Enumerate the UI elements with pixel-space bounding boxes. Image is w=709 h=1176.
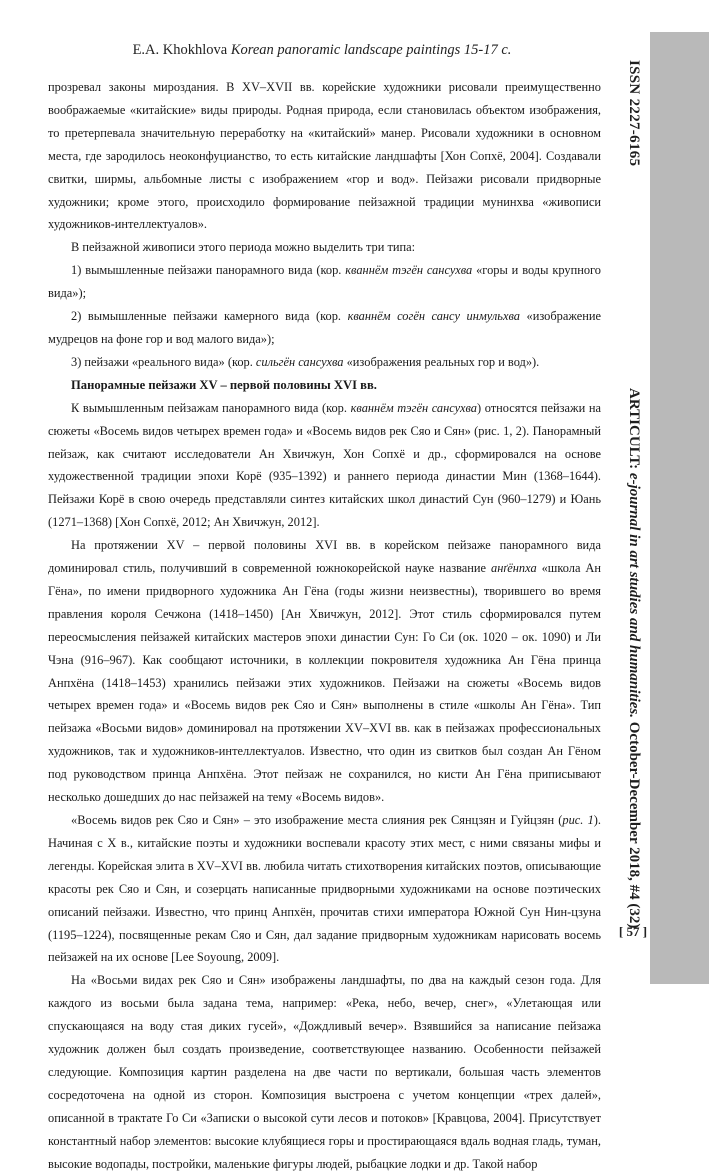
paragraph-2: В пейзажной живописи этого периода можно выделить три типа:: [71, 240, 416, 255]
page-number: [ 57 ]: [618, 924, 648, 939]
section-heading: Панорамные пейзажи XV – первой половины XVI вв.: [71, 377, 377, 392]
list-item-1: 1) вымышленные пейзажи панорамного вида (кор. кваннём тэгён сансухва «горы и воды крупного вида»);: [48, 263, 601, 301]
journal-citation: [625, 388, 642, 928]
running-header: [48, 42, 596, 59]
paragraph-6: К вымышленным пейзажам панорамного вида (кор. кваннём тэгён сансухва) относятся пейзажи на сюжеты «Восемь видов четырех времен года» и «Восемь видов рек Сяо и Сян» (рис. 1, 2). Панорамный пейзаж, как считают исследователи Ан Хвичжун, Хон Сопхё и др., сформировался на основе художественной традиции эпохи Корё (935–1392) и раннего периода династии Мин (1368–1644). Пейзажи Корё в свою очередь представляли синтез китайских школ династий Сун (960–1279) и Юань (1271–1368) [Хон Сопхё, 2012; Ан Хвичжун, 2012].: [48, 400, 601, 530]
article-body: [48, 76, 601, 1176]
paragraph-1: прозревал законы мироздания. В XV–XVII вв. корейские художники рисовали преимущественно воображаемые «китайские» виды природы. Родная природа, если становилась объектом изображения, то претерпевала значительную переработку на «китайский» манер. Рисовали художники в основном места, где зародилось неоконфуцианство, то есть китайские ландшафты [Хон Сопхё, 2004]. Создавали свитки, ширмы, альбомные листы с изображением «гор и вод». Пейзажи рисовали придворные художники; кроме этого, происходило формирование пейзажной традиции мунинхва «живописи художников-интеллектуалов».: [48, 80, 601, 232]
header-author: E.A. Khokhlova: [132, 42, 228, 58]
paragraph-9: На «Восьми видах рек Сяо и Сян» изображены ландшафты, по два на каждый сезон года. Для каждого из восьми была задана тема, например: «Река, небо, вечер, снег», «Улетающая или спускающаяся на воду стая диких гусей», «Дождливый вечер». Взявшийся за написание пейзажа художник должен был создать произведение, соответствующее названию. Особенности пейзажей следующие. Композиция картин разделена на две части по вертикали, большая часть элементов сосредоточена на одной из сторон. Композиция выстроена с учетом концепции «трех далей», описанной в трактате Го Си «Записки о высокой сути лесов и потоков» [Кравцова, 2004]. Присутствует константный набор элементов: высокие клубящиеся горы и простирающаяся вдаль водная гладь, туман, высокие водопады, постройки, маленькие фигуры людей, рыбацкие лодки и др. Такой набор: [48, 973, 601, 1171]
issn-label: ISSN 2227-6165: [626, 60, 642, 167]
journal-name: ARTICULT:: [626, 388, 642, 473]
journal-issue: October-December 2018, #4 (32): [626, 718, 642, 929]
journal-subtitle: e-journal in art studies and humanities.: [626, 472, 642, 718]
list-item-3: 3) пейзажи «реального вида» (кор. сильгён сансухва «изображения реальных гор и вод»).: [71, 354, 540, 369]
header-article-title: Korean panoramic landscape paintings 15-17 c.: [230, 42, 512, 58]
paragraph-8: «Восемь видов рек Сяо и Сян» – это изображение места слияния рек Сянцзян и Гуйцзян (рис. 1). Начиная с X в., китайские поэты и художники воспевали красоту этих мест, с ними связаны мифы и легенды. Корейская элита в XV–XVI вв. любила читать стихотворения китайских поэтов, описывающие красоты рек Сяо и Сян, и созерцать написанные придворными художниками на основе поэтических описаний пейзажи. Известно, что принц Анпхён, прочитав стихи императора Южной Сун Нин-цзуна (1195–1224), посвященные рекам Сяо и Сян, дал задание придворным художникам нарисовать восемь пейзажей на их основе [Lee Soyoung, 2009].: [48, 813, 601, 965]
paragraph-7: На протяжении XV – первой половины XVI вв. в корейском пейзаже панорамного вида доминировал стиль, получивший в современной южнокорейской науке название анґёнпха «школа Ан Гёна», по имени придворного художника Ан Гёна (годы жизни неизвестны), творившего во время правления короля Сечжона (1418–1450) [Ан Хвичжун, 2012]. Этот стиль сформировался путем переосмысления пейзажей китайских мастеров эпохи династии Сун: Го Си (ок. 1020 – ок. 1090) и Ли Чэна (916–967). Как сообщают источники, в коллекции покровителя художника Ан Гёна принца Анпхёна (1418–1453) хранились пейзажи этих художников. Пейзажи на сюжеты «Восемь видов четырех времен года» и «Восемь видов рек Сяо и Сян» выполнены в стиле «школы Ан Гёна». Тип пейзажа «Восьми видов» доминировал на протяжении XV–XVI вв. как в пейзажах профессиональных художников, так и художников-интеллектуалов. Известно, что один из свитков был создан Ан Гёном под руководством принца Анпхёна. Этот пейзаж не сохранился, но кисти Ан Гёна приписывают несколько дошедших до нас пейзажей на тему «Восемь видов».: [48, 538, 601, 805]
list-item-2: 2) вымышленные пейзажи камерного вида (кор. кваннём согён сансу инмульхва «изображение мудрецов на фоне гор и вод малого вида»);: [48, 309, 602, 346]
sidebar-band: [650, 32, 709, 984]
